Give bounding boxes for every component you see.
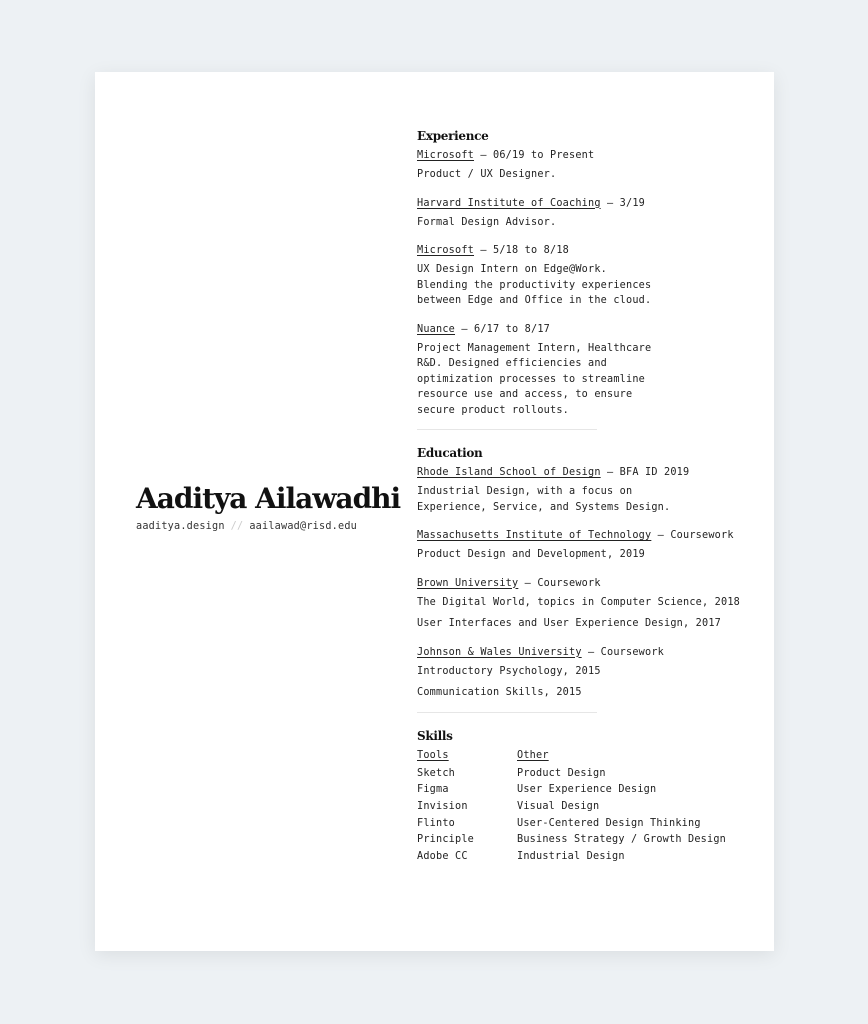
tool-item: Principle [417,834,475,846]
tool-item: Figma [417,784,449,796]
organization-link[interactable]: Johnson & Wales University [417,646,582,658]
education-list [417,463,757,701]
education-entry [417,526,757,563]
experience-entry [417,320,757,419]
entry-description: User Interfaces and User Experience Design, 2017 [417,618,722,629]
skills-heading: Skills [417,728,453,743]
skills-section [417,728,757,866]
entry-description: Project Management Intern, Healthcare R&D. Designed efficiencies and optimization processes to streamline resource use and access, to ensure secure product rollouts. [417,342,652,416]
other-skill-item: Visual Design [517,800,600,812]
entry-description: Industrial Design, with a focus on Experience, Service, and Systems Design. [417,486,671,513]
experience-entry [417,194,757,231]
separator: // [230,521,244,532]
contact-line [136,521,400,532]
education-entry [417,463,757,515]
organization-link[interactable]: Harvard Institute of Coaching [417,197,601,209]
entry-meta: – 3/19 [600,197,646,209]
tool-item: Sketch [417,767,456,779]
tool-item: Invision [417,800,468,812]
education-entry [417,574,757,632]
entry-meta: – 5/18 to 8/18 [474,245,570,256]
other-skill-item: Business Strategy / Growth Design [517,834,727,846]
entry-description: Product / UX Designer. [417,169,557,180]
entry-meta: – BFA ID 2019 [600,467,690,478]
entry-description: Product Design and Development, 2019 [417,549,646,560]
entry-meta: – Coursework [518,577,601,589]
entry-title [417,574,757,594]
other-column-header: Other [517,749,549,761]
profile [136,482,400,532]
education-section [417,445,757,701]
resume-card [95,72,774,951]
entry-title [417,320,757,340]
skills-table [417,746,757,866]
entry-meta: – Coursework [651,530,734,541]
entry-description: UX Design Intern on Edge@Work. Blending the productivity experiences between Edge and Office in the cloud. [417,264,652,306]
divider [417,712,597,713]
organization-link[interactable]: Microsoft [417,245,475,256]
website-link[interactable]: aaditya.design [136,521,225,532]
entry-title [417,463,757,483]
organization-link[interactable]: Microsoft [417,150,475,161]
name-heading: Aaditya Ailawadhi [136,482,401,515]
other-skill-item: User-Centered Design Thinking [517,817,701,829]
entry-description: Communication Skills, 2015 [417,687,582,698]
organization-link[interactable]: Brown University [417,577,519,589]
organization-link[interactable]: Nuance [417,323,456,335]
experience-section [417,128,757,418]
email-link[interactable]: aailawad@risd.edu [249,521,358,532]
entry-title [417,643,757,663]
tool-item: Flinto [417,817,456,829]
entry-title [417,146,757,166]
entry-description: Formal Design Advisor. [417,216,557,228]
entry-meta: – Coursework [581,646,665,658]
entry-title [417,241,757,261]
other-skill-item: Product Design [517,767,606,779]
entry-meta: – 06/19 to Present [474,150,595,161]
experience-heading: Experience [417,129,489,143]
education-heading: Education [417,446,483,460]
tools-column-header: Tools [417,749,449,761]
resume-content [417,128,757,866]
entry-title [417,194,757,214]
entry-description: Introductory Psychology, 2015 [417,665,601,677]
experience-list [417,146,757,418]
divider [417,429,597,430]
organization-link[interactable]: Rhode Island School of Design [417,467,601,478]
tool-item: Adobe CC [417,851,468,863]
entry-meta: – 6/17 to 8/17 [455,323,551,335]
education-entry [417,643,757,701]
entry-title [417,526,757,546]
other-skill-item: Industrial Design [517,851,625,863]
other-skill-item: User Experience Design [517,784,657,796]
organization-link[interactable]: Massachusetts Institute of Technology [417,530,652,541]
entry-description: The Digital World, topics in Computer Science, 2018 [417,596,741,608]
experience-entry [417,241,757,309]
experience-entry [417,146,757,183]
